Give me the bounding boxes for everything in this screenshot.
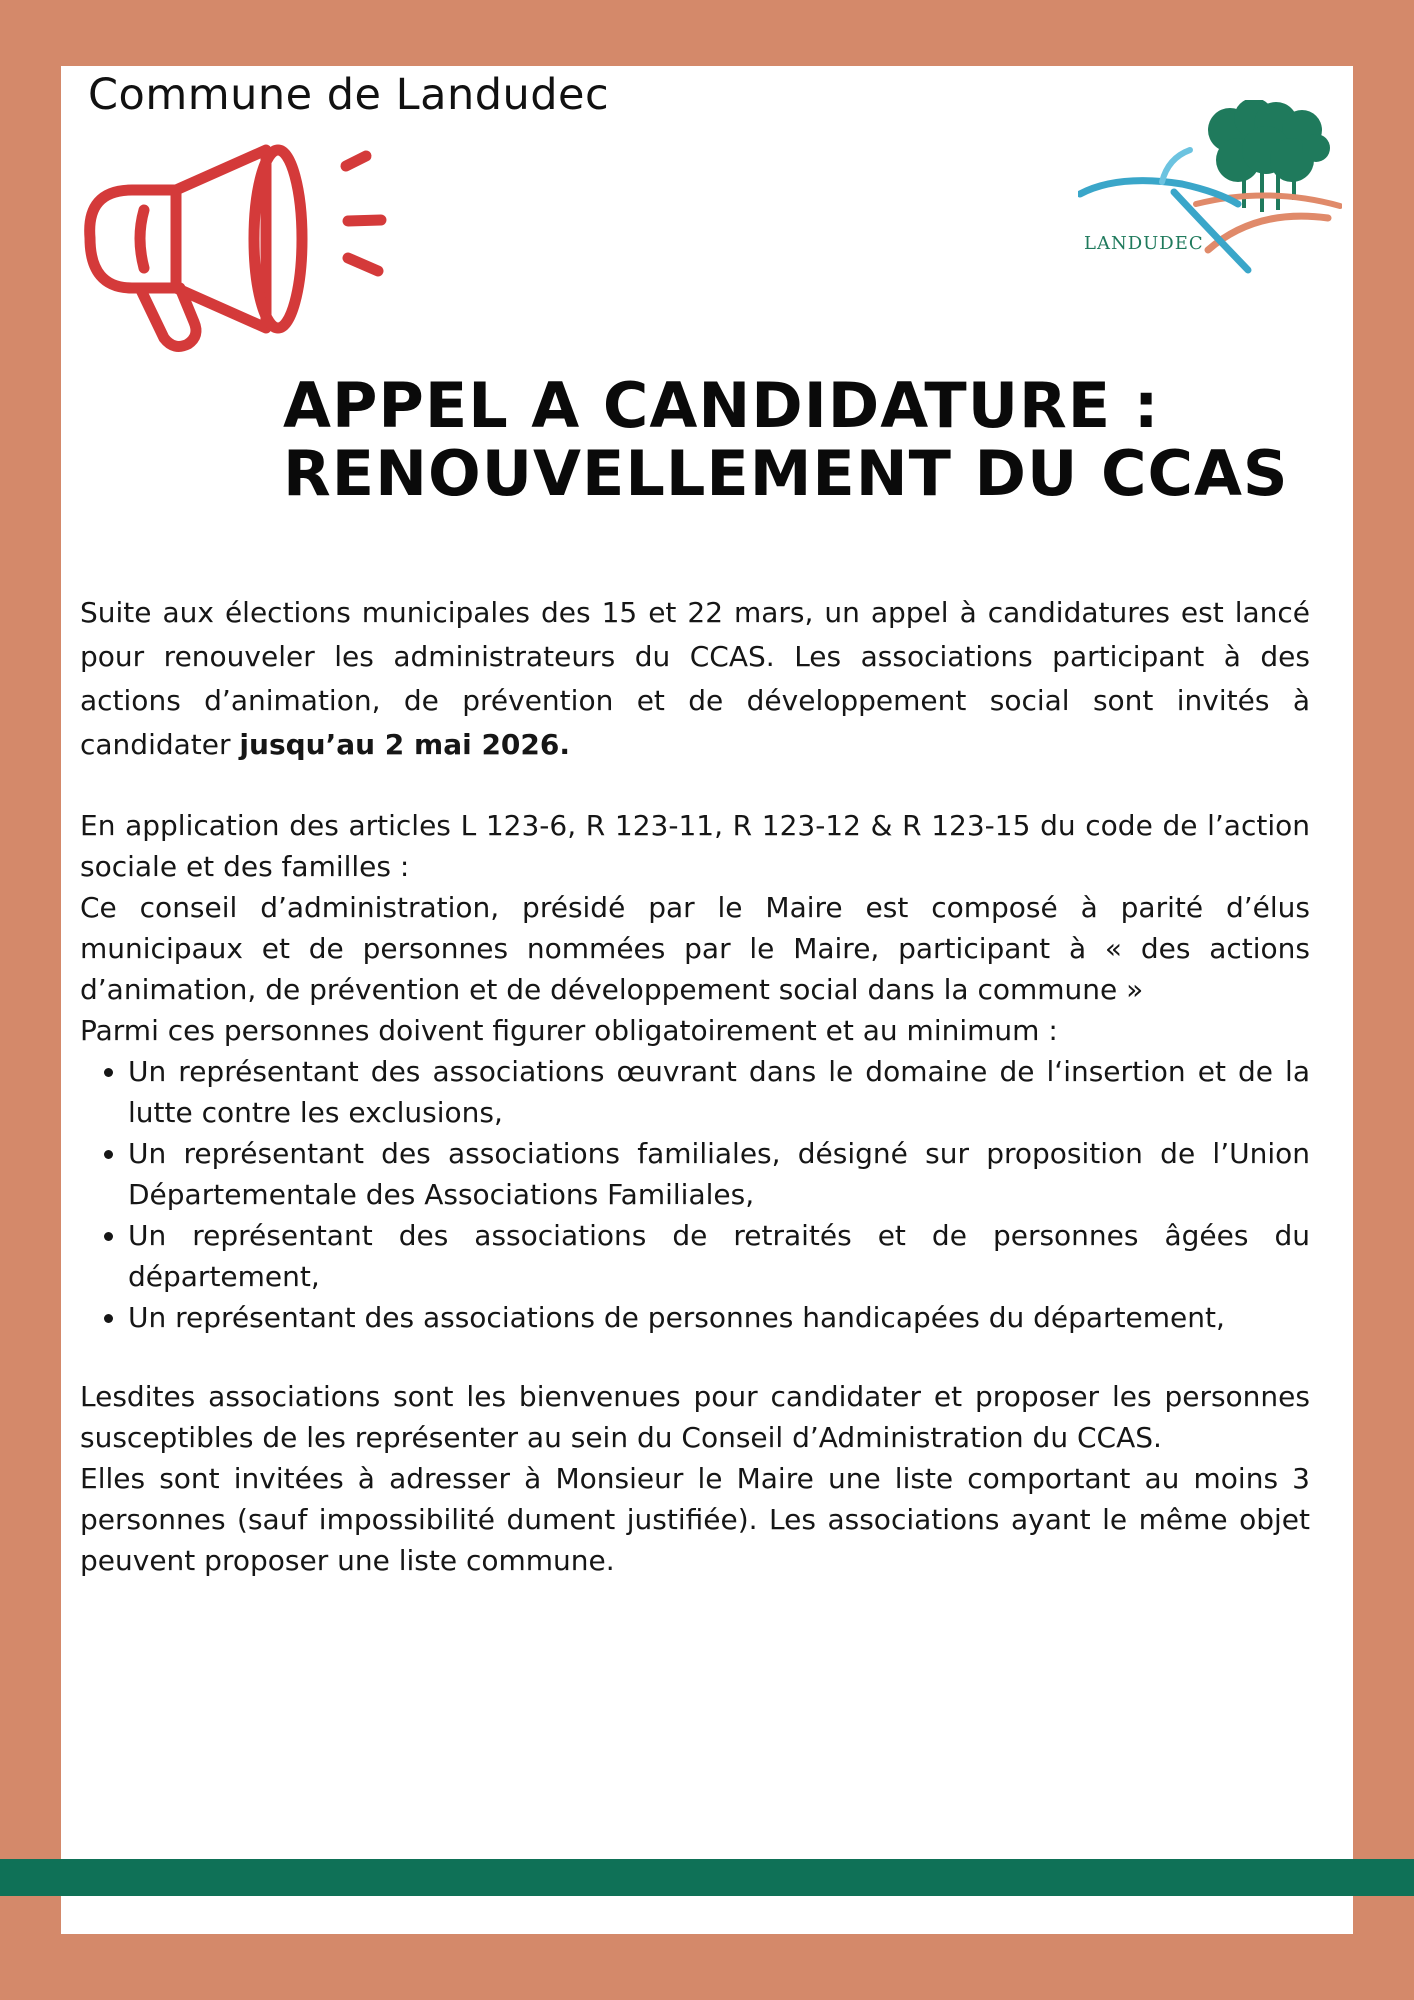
landudec-logo [1078,100,1342,280]
list-intro: Parmi ces personnes doivent figurer obligatoirement et au minimum : [80,1014,1058,1047]
council-description: Ce conseil d’administration, présidé par le Maire est composé à parité d’élus municipaux et de personnes nommées par le Maire, participant à « des actions d’animation, de prévention et de développement social dans la commune » [80,891,1310,1006]
commune-name: Commune de Landudec [88,70,610,120]
deadline-text: jusqu’au 2 mai 2026. [239,728,571,761]
closing-instructions: Elles sont invitées à adresser à Monsieur le Maire une liste comportant au moins 3 personnes (sauf impossibilité dument justifiée). Les associations ayant le même objet peuvent proposer une liste commune. [80,1462,1310,1577]
intro-paragraph [80,591,1310,767]
representatives-list [80,1051,1310,1338]
list-item: • Un représentant des associations de personnes handicapées du département, [128,1297,1310,1338]
legal-articles: En application des articles L 123-6, R 123-11, R 123-12 & R 123-15 du code de l’action sociale et des familles : [80,809,1310,883]
title-line-1: APPEL A CANDIDATURE : [283,369,1160,442]
megaphone-icon [84,138,394,358]
page-title [283,369,1289,510]
intro-text: Suite aux élections municipales des 15 et 22 mars, un appel à candidatures est lancé pour renouveler les administrateurs du CCAS. Les associations participant à des actions d’animation, de prévention et de développement social sont invités à candidater [80,596,1310,761]
footer-band [0,1859,1414,1896]
list-item: • Un représentant des associations familiales, désigné sur proposition de l’Union Départementale des Associations Familiales, [128,1133,1310,1215]
list-item: • Un représentant des associations de retraités et de personnes âgées du département, [128,1215,1310,1297]
notice-body [80,591,1310,1581]
title-line-2: RENOUVELLEMENT DU CCAS [283,437,1289,510]
closing-welcome: Lesdites associations sont les bienvenues pour candidater et proposer les personnes susceptibles de les représenter au sein du Conseil d’Administration du CCAS. [80,1380,1310,1454]
list-item: • Un représentant des associations œuvrant dans le domaine de l‘insertion et de la lutte contre les exclusions, [128,1051,1310,1133]
logo-text: LANDUDEC [1084,233,1204,254]
